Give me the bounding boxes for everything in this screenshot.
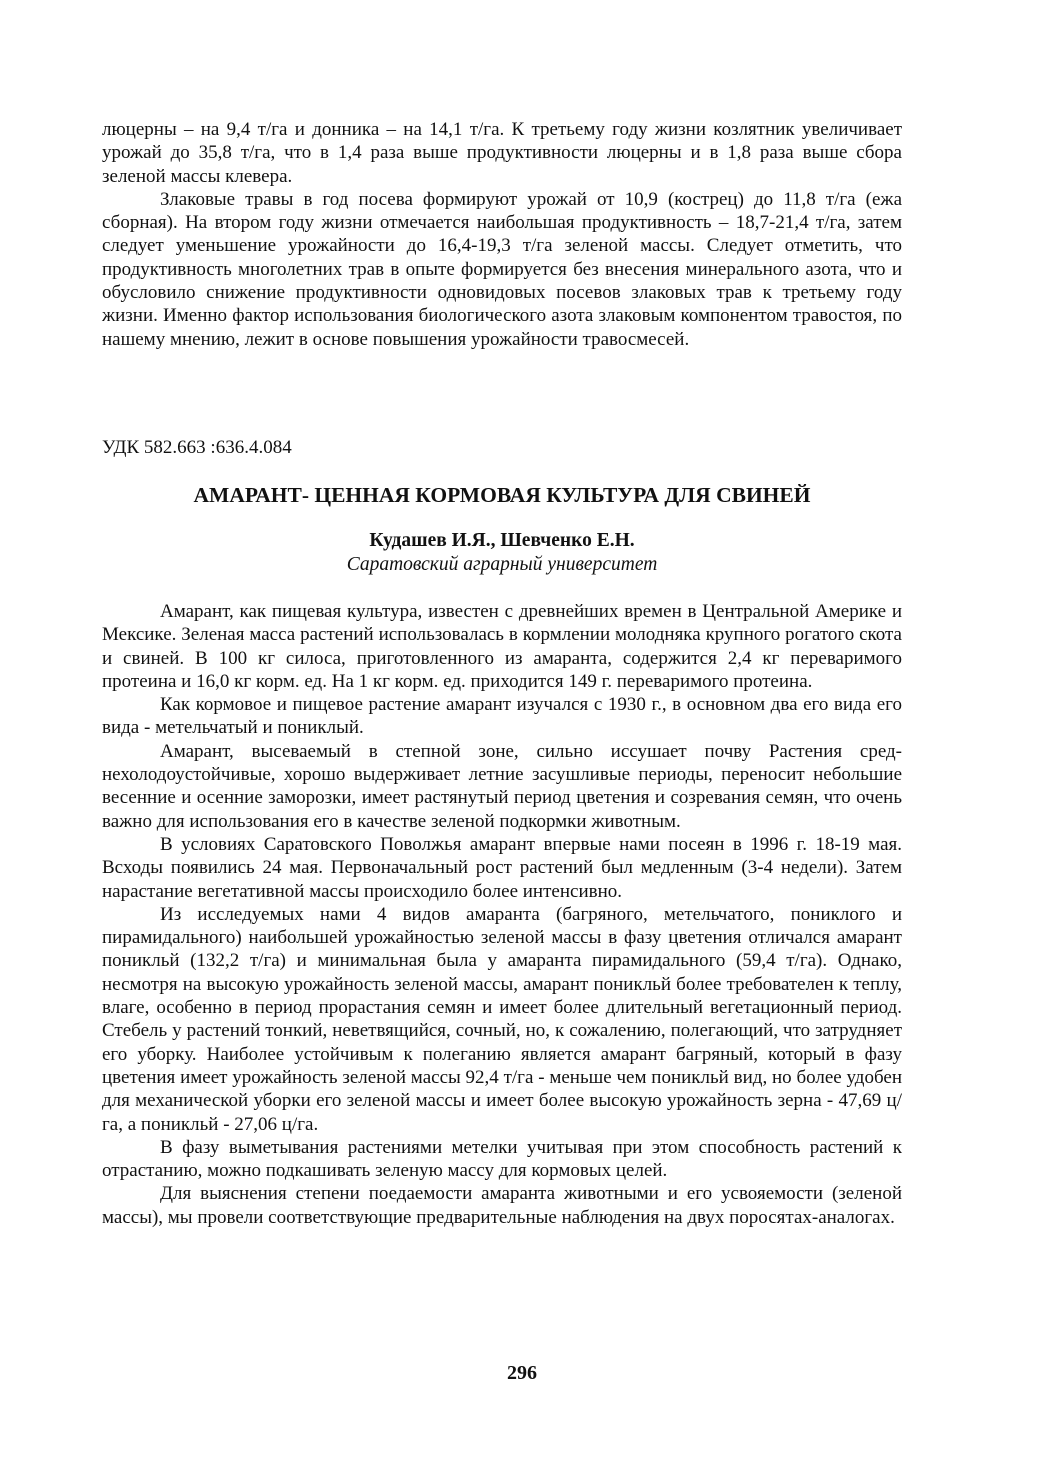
paragraph: Как кормовое и пищевое растение амарант изучался с 1930 г., в основном два его вида его вида - метельчатый и пониклый. [102, 694, 902, 739]
author-affiliation: Саратовский аграрный университет [346, 554, 658, 575]
paragraph: Для выяснения степени поедаемости амаранта животными и его усвояемости (зеленой массы), мы провели соответствующие предварительные наблюдения на двух поросятах-аналогах. [102, 1183, 902, 1228]
paragraph: В фазу выметывания растениями метелки учитывая при этом способность растений к отрастанию, можно подкашивать зеленую массу для кормовых целей. [102, 1136, 902, 1182]
article-title: АМАРАНТ- ЦЕННАЯ КОРМОВАЯ КУЛЬТУРА ДЛЯ СВИНЕЙ [193, 483, 811, 507]
article-authors: Кудашев И.Я., Шевченко Е.Н. [369, 530, 635, 551]
udc-code: УДК 582.663 :636.4.084 [102, 437, 292, 458]
page-number: 296 [507, 1362, 537, 1384]
previous-article-continuation [102, 118, 902, 351]
paragraph: Злаковые травы в год посева формируют урожай от 10,9 (кострец) до 11,8 т/га (ежа сборная). На втором году жизни отмечается наибольшая продуктивность – 18,7-21,4 т/га, затем следует уменьшение урожайности до 16,4-19,3 т/га зеленой массы. Следует отметить, что продуктивность многолетних трав в опыте формируется без внесения минерального азота, что и обусловило снижение продуктивности одновидовых посевов злаковых трав к третьему году жизни. Именно фактор использования биологического азота злаковым компонентом травостоя, по нашему мнению, лежит в основе повышения урожайности травосмесей. [102, 188, 902, 350]
paragraph: люцерны – на 9,4 т/га и донника – на 14,1 т/га. К третьему году жизни козлятник увеличивает урожай до 35,8 т/га, что в 1,4 раза выше продуктивности люцерны и в 1,8 раза выше сбора зеленой массы клевера. [102, 119, 902, 187]
article-body [102, 600, 902, 1229]
paragraph: Амарант, как пищевая культура, известен с древнейших времен в Центральной Америке и Мексике. Зеленая масса растений использовалась в кормлении молодняка крупного рогатого скота и свиней. В 100 кг силоса, приготовленного из амаранта, содержится 2,4 кг переваримого протеина и 16,0 кг корм. ед. На 1 кг корм. ед. приходится 149 г. переваримого протеина. [102, 601, 902, 692]
paragraph: Амарант, высеваемый в степной зоне, сильно иссушает почву Растения среднехолодоустойчивые, хорошо выдерживает летние засушливые периоды, переносит небольшие весенние и осенние заморозки, имеет растянутый период цветения и созревания семян, что очень важно для использования его в качестве зеленой подкормки животным. [102, 740, 902, 832]
paragraph: В условиях Саратовского Поволжья амарант впервые нами посеян в 1996 г. 18-19 мая. Всходы появились 24 мая. Первоначальный рост растений был медленным (3-4 недели). Затем нарастание вегетативной массы происходило более интенсивно. [102, 833, 902, 902]
paragraph: Из исследуемых нами 4 видов амаранта (багряного, метельчатого, пониклого и пирамидального) наибольшей урожайностью зеленой массы в фазу цветения отличался амарант поникльй (132,2 т/га) и минимальная была у амаранта пирамидального (59,4 т/га). Однако, несмотря на высокую урожайность зеленой массы, амарант поникльй более требователен к теплу, влаге, особенно в период прорастания семян и имеет более длительный вегетационный период. Стебель у растений тонкий, неветвящийся, сочный, но, к сожалению, полегающий, что затрудняет его уборку. Наиболее устойчивым к полеганию является амарант багряный, который в фазу цветения имеет урожайность зеленой массы 92,4 т/га - меньше чем поникльй вид, но более удобен для механической уборки его зеленой массы и имеет более высокую урожайность зерна - 47,69 ц/га, а поникльй - 27,06 ц/га. [102, 903, 902, 1135]
